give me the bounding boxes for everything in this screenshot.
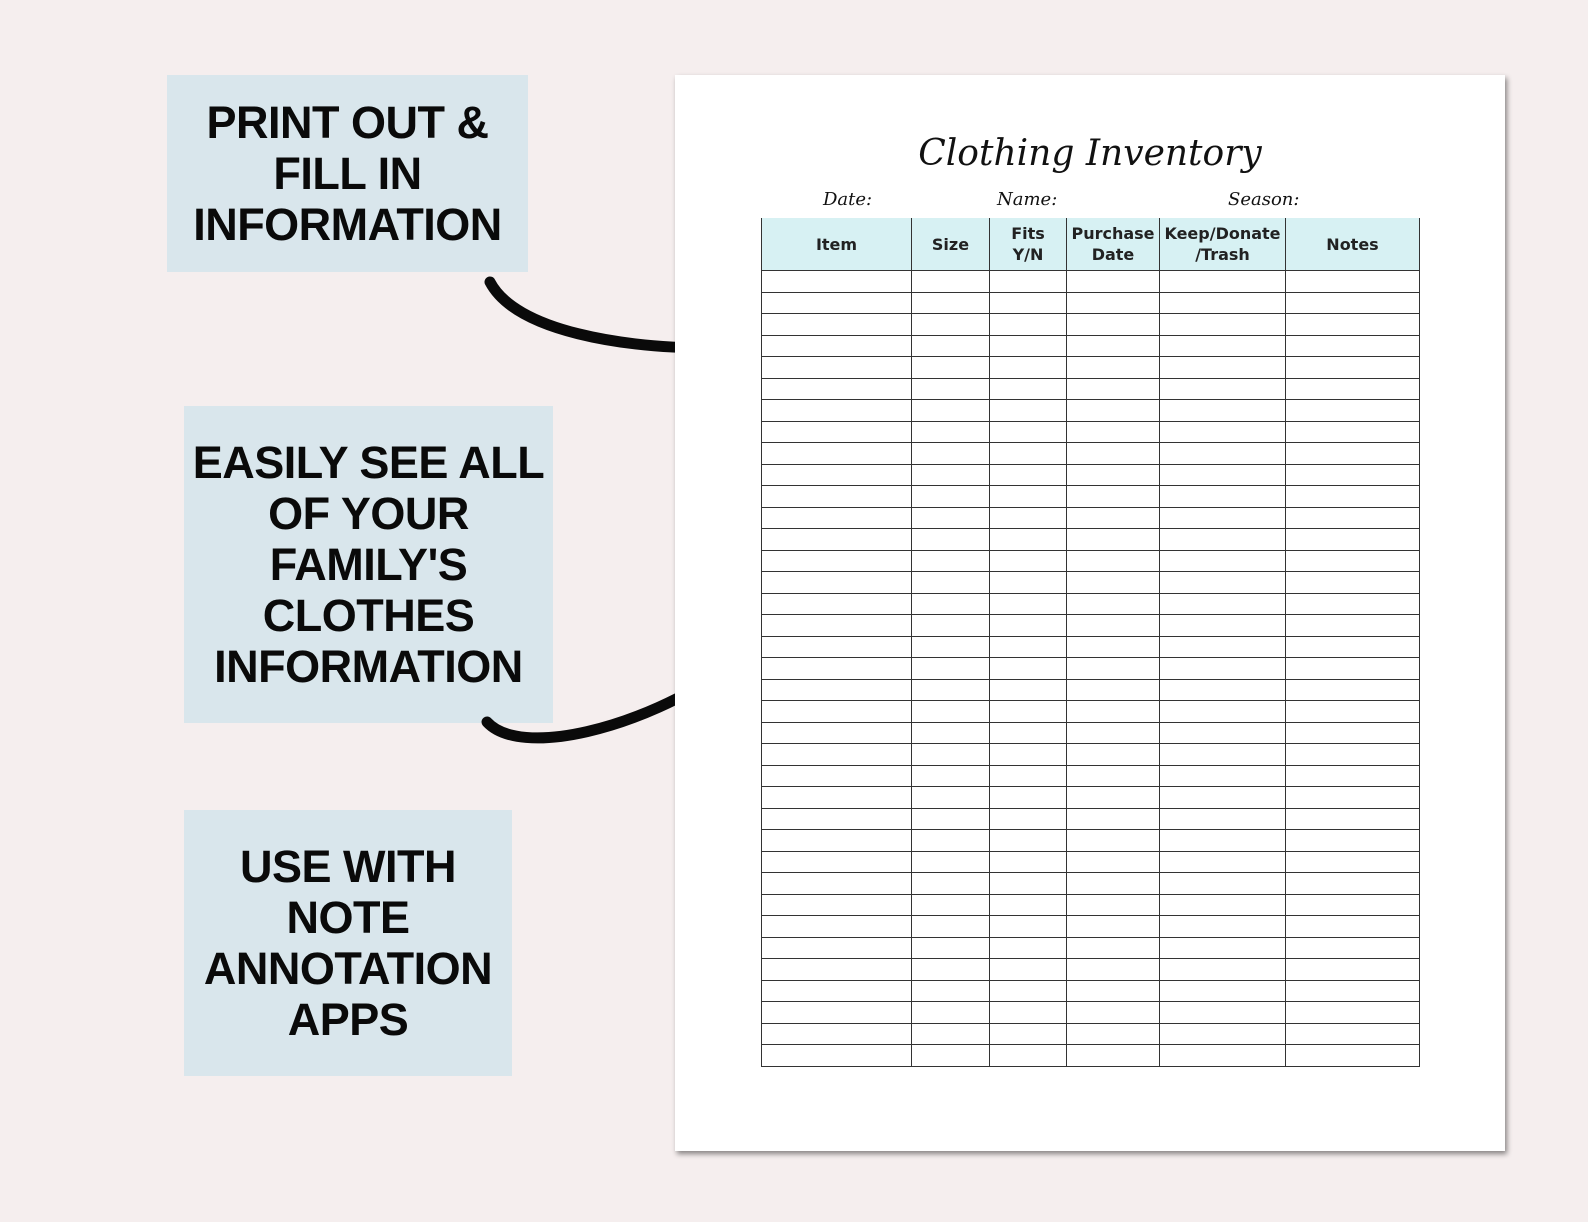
table-cell: [1067, 722, 1160, 744]
table-cell: [1286, 292, 1420, 314]
table-cell: [912, 808, 990, 830]
table-cell: [1286, 464, 1420, 486]
table-row: [762, 507, 1420, 529]
table-cell: [912, 636, 990, 658]
table-cell: [1160, 679, 1286, 701]
table-cell: [912, 679, 990, 701]
table-cell: [912, 658, 990, 680]
column-header-item: Item: [762, 218, 912, 271]
table-cell: [762, 400, 912, 422]
table-cell: [1160, 292, 1286, 314]
column-header-fits: Fits Y/N: [990, 218, 1067, 271]
table-cell: [990, 787, 1067, 809]
table-cell: [912, 916, 990, 938]
table-cell: [762, 421, 912, 443]
table-body: [762, 271, 1420, 1067]
callout-easily-see-text: EASILY SEE ALL OF YOUR FAMILY'S CLOTHES INFORMATION: [192, 437, 545, 692]
table-row: [762, 679, 1420, 701]
table-cell: [762, 464, 912, 486]
table-cell: [762, 1045, 912, 1067]
table-cell: [1067, 271, 1160, 293]
table-cell: [1286, 357, 1420, 379]
table-cell: [1067, 765, 1160, 787]
table-cell: [762, 830, 912, 852]
table-cell: [762, 507, 912, 529]
table-cell: [1160, 464, 1286, 486]
table-cell: [1160, 873, 1286, 895]
table-cell: [990, 400, 1067, 422]
table-cell: [1067, 636, 1160, 658]
table-cell: [912, 765, 990, 787]
table-cell: [1160, 1045, 1286, 1067]
table-cell: [1286, 314, 1420, 336]
table-cell: [990, 679, 1067, 701]
table-cell: [912, 701, 990, 723]
table-cell: [1160, 808, 1286, 830]
table-cell: [1067, 421, 1160, 443]
table-cell: [1067, 400, 1160, 422]
table-cell: [762, 765, 912, 787]
table-row: [762, 314, 1420, 336]
table-cell: [912, 335, 990, 357]
table-cell: [990, 464, 1067, 486]
table-cell: [1160, 744, 1286, 766]
table-cell: [990, 378, 1067, 400]
table-cell: [990, 808, 1067, 830]
table-cell: [1067, 464, 1160, 486]
table-cell: [1286, 1023, 1420, 1045]
table-cell: [990, 722, 1067, 744]
table-cell: [1286, 1045, 1420, 1067]
table-cell: [1160, 959, 1286, 981]
table-cell: [1286, 765, 1420, 787]
table-cell: [912, 615, 990, 637]
table-cell: [762, 486, 912, 508]
table-cell: [762, 658, 912, 680]
table-cell: [912, 400, 990, 422]
table-cell: [1286, 894, 1420, 916]
table-cell: [1067, 1045, 1160, 1067]
table-cell: [762, 959, 912, 981]
table-cell: [1067, 357, 1160, 379]
table-cell: [990, 1002, 1067, 1024]
table-row: [762, 357, 1420, 379]
table-cell: [1160, 314, 1286, 336]
callout-easily-see: [184, 406, 553, 723]
table-cell: [1067, 744, 1160, 766]
table-cell: [1286, 486, 1420, 508]
table-cell: [762, 722, 912, 744]
table-row: [762, 1002, 1420, 1024]
table-cell: [1160, 507, 1286, 529]
table-cell: [762, 378, 912, 400]
table-cell: [990, 636, 1067, 658]
table-cell: [1160, 916, 1286, 938]
table-row: [762, 808, 1420, 830]
table-cell: [1286, 937, 1420, 959]
table-cell: [1067, 335, 1160, 357]
table-cell: [1286, 593, 1420, 615]
callout-print-out: [167, 75, 528, 272]
table-cell: [912, 1045, 990, 1067]
table-cell: [1160, 787, 1286, 809]
table-cell: [1067, 1023, 1160, 1045]
table-cell: [990, 615, 1067, 637]
table-cell: [1067, 830, 1160, 852]
table-cell: [990, 529, 1067, 551]
table-row: [762, 658, 1420, 680]
table-row: [762, 529, 1420, 551]
table-cell: [1160, 593, 1286, 615]
table-row: [762, 765, 1420, 787]
table-cell: [1160, 636, 1286, 658]
table-cell: [762, 808, 912, 830]
table-cell: [990, 873, 1067, 895]
table-cell: [762, 1002, 912, 1024]
table-cell: [1286, 830, 1420, 852]
table-cell: [1160, 851, 1286, 873]
table-cell: [990, 357, 1067, 379]
table-cell: [1067, 851, 1160, 873]
inventory-table: [761, 218, 1420, 1067]
table-row: [762, 400, 1420, 422]
season-field-label: Season:: [1228, 189, 1300, 210]
table-cell: [1286, 787, 1420, 809]
table-cell: [762, 744, 912, 766]
table-cell: [1286, 550, 1420, 572]
table-cell: [1067, 808, 1160, 830]
table-cell: [1286, 529, 1420, 551]
table-cell: [912, 873, 990, 895]
table-cell: [990, 292, 1067, 314]
table-row: [762, 593, 1420, 615]
table-cell: [1067, 443, 1160, 465]
table-cell: [762, 443, 912, 465]
table-cell: [912, 572, 990, 594]
table-cell: [1160, 443, 1286, 465]
table-cell: [912, 937, 990, 959]
table-cell: [1160, 378, 1286, 400]
table-cell: [1286, 722, 1420, 744]
table-cell: [1286, 701, 1420, 723]
table-cell: [1286, 679, 1420, 701]
table-cell: [990, 335, 1067, 357]
table-cell: [990, 937, 1067, 959]
table-cell: [1160, 830, 1286, 852]
table-cell: [1067, 314, 1160, 336]
table-cell: [912, 357, 990, 379]
table-cell: [912, 550, 990, 572]
table-cell: [1286, 615, 1420, 637]
table-cell: [762, 916, 912, 938]
table-cell: [1160, 529, 1286, 551]
table-cell: [912, 507, 990, 529]
table-cell: [1067, 873, 1160, 895]
table-cell: [1286, 335, 1420, 357]
table-cell: [912, 593, 990, 615]
table-row: [762, 873, 1420, 895]
table-cell: [1286, 271, 1420, 293]
table-row: [762, 722, 1420, 744]
table-cell: [762, 894, 912, 916]
table-row: [762, 851, 1420, 873]
table-cell: [1286, 1002, 1420, 1024]
table-cell: [990, 593, 1067, 615]
table-cell: [762, 615, 912, 637]
table-cell: [1160, 722, 1286, 744]
table-cell: [1160, 550, 1286, 572]
table-cell: [912, 443, 990, 465]
table-cell: [1160, 701, 1286, 723]
table-row: [762, 980, 1420, 1002]
table-cell: [762, 529, 912, 551]
table-cell: [990, 851, 1067, 873]
table-row: [762, 443, 1420, 465]
table-cell: [1286, 959, 1420, 981]
table-cell: [912, 464, 990, 486]
table-cell: [1160, 1002, 1286, 1024]
table-cell: [990, 1045, 1067, 1067]
table-cell: [1160, 1023, 1286, 1045]
table-cell: [1160, 400, 1286, 422]
table-cell: [990, 443, 1067, 465]
column-header-size: Size: [912, 218, 990, 271]
table-row: [762, 421, 1420, 443]
table-cell: [990, 894, 1067, 916]
table-cell: [1067, 550, 1160, 572]
column-header-keep-donate-trash: Keep/Donate /Trash: [1160, 218, 1286, 271]
callout-note-apps: [184, 810, 512, 1076]
table-cell: [1160, 937, 1286, 959]
column-header-purchase-date: Purchase Date: [1067, 218, 1160, 271]
table-cell: [762, 679, 912, 701]
table-cell: [762, 292, 912, 314]
name-field-label: Name:: [997, 189, 1058, 210]
table-cell: [1067, 572, 1160, 594]
table-cell: [1286, 808, 1420, 830]
table-cell: [1160, 271, 1286, 293]
date-field-label: Date:: [823, 189, 873, 210]
callout-print-out-text: PRINT OUT & FILL IN INFORMATION: [193, 97, 502, 250]
table-cell: [1286, 421, 1420, 443]
table-cell: [912, 959, 990, 981]
table-cell: [1067, 916, 1160, 938]
column-header-notes: Notes: [1286, 218, 1420, 271]
table-row: [762, 636, 1420, 658]
sheet-title: Clothing Inventory: [918, 133, 1262, 174]
table-cell: [990, 314, 1067, 336]
table-cell: [1067, 507, 1160, 529]
table-cell: [1160, 658, 1286, 680]
table-cell: [990, 421, 1067, 443]
table-row: [762, 701, 1420, 723]
table-cell: [990, 701, 1067, 723]
table-row: [762, 1023, 1420, 1045]
table-row: [762, 894, 1420, 916]
table-cell: [912, 486, 990, 508]
table-row: [762, 271, 1420, 293]
table-row: [762, 464, 1420, 486]
table-cell: [1286, 916, 1420, 938]
table-cell: [762, 980, 912, 1002]
inventory-sheet: [675, 75, 1505, 1151]
table-cell: [1286, 744, 1420, 766]
table-cell: [912, 529, 990, 551]
table-cell: [990, 1023, 1067, 1045]
table-cell: [1286, 980, 1420, 1002]
table-row: [762, 787, 1420, 809]
table-row: [762, 378, 1420, 400]
table-cell: [1067, 593, 1160, 615]
table-cell: [762, 550, 912, 572]
table-cell: [1160, 615, 1286, 637]
table-cell: [1286, 572, 1420, 594]
table-row: [762, 830, 1420, 852]
table-cell: [990, 959, 1067, 981]
table-row: [762, 916, 1420, 938]
table-cell: [1286, 443, 1420, 465]
table-cell: [1160, 357, 1286, 379]
table-row: [762, 292, 1420, 314]
table-cell: [762, 787, 912, 809]
table-cell: [762, 636, 912, 658]
table-cell: [762, 335, 912, 357]
table-cell: [912, 894, 990, 916]
table-cell: [1160, 335, 1286, 357]
table-cell: [1286, 851, 1420, 873]
table-cell: [990, 744, 1067, 766]
table-cell: [762, 593, 912, 615]
table-cell: [912, 744, 990, 766]
table-cell: [1067, 529, 1160, 551]
table-cell: [990, 550, 1067, 572]
table-cell: [762, 701, 912, 723]
table-cell: [1067, 980, 1160, 1002]
table-row: [762, 744, 1420, 766]
table-cell: [1067, 679, 1160, 701]
table-cell: [1160, 421, 1286, 443]
table-cell: [762, 873, 912, 895]
table-cell: [912, 722, 990, 744]
table-cell: [912, 271, 990, 293]
table-row: [762, 959, 1420, 981]
table-header-row: [762, 218, 1420, 271]
table-cell: [1160, 980, 1286, 1002]
table-cell: [762, 937, 912, 959]
table-cell: [1067, 378, 1160, 400]
table-cell: [990, 507, 1067, 529]
table-cell: [990, 271, 1067, 293]
table-cell: [912, 421, 990, 443]
table-row: [762, 937, 1420, 959]
table-cell: [990, 916, 1067, 938]
table-cell: [912, 292, 990, 314]
table-row: [762, 615, 1420, 637]
table-cell: [1160, 765, 1286, 787]
table-cell: [1067, 894, 1160, 916]
table-cell: [990, 830, 1067, 852]
table-cell: [912, 314, 990, 336]
table-cell: [990, 765, 1067, 787]
table-cell: [912, 1023, 990, 1045]
table-cell: [912, 980, 990, 1002]
table-cell: [1160, 572, 1286, 594]
table-cell: [762, 271, 912, 293]
table-cell: [1286, 400, 1420, 422]
table-cell: [912, 1002, 990, 1024]
table-cell: [1067, 1002, 1160, 1024]
table-cell: [1160, 894, 1286, 916]
table-cell: [990, 486, 1067, 508]
table-cell: [1067, 615, 1160, 637]
table-cell: [990, 658, 1067, 680]
table-cell: [1286, 378, 1420, 400]
table-cell: [1067, 959, 1160, 981]
table-row: [762, 335, 1420, 357]
table-cell: [1067, 937, 1160, 959]
table-row: [762, 486, 1420, 508]
table-cell: [912, 851, 990, 873]
table-cell: [1067, 701, 1160, 723]
table-cell: [912, 378, 990, 400]
table-cell: [1067, 292, 1160, 314]
table-cell: [762, 1023, 912, 1045]
table-cell: [762, 357, 912, 379]
table-cell: [1160, 486, 1286, 508]
table-row: [762, 572, 1420, 594]
table-cell: [912, 830, 990, 852]
table-cell: [762, 851, 912, 873]
table-cell: [1067, 658, 1160, 680]
table-cell: [1286, 507, 1420, 529]
table-row: [762, 550, 1420, 572]
table-cell: [990, 572, 1067, 594]
callout-note-apps-text: USE WITH NOTE ANNOTATION APPS: [203, 841, 493, 1045]
table-cell: [1286, 658, 1420, 680]
table-cell: [1067, 486, 1160, 508]
table-cell: [1067, 787, 1160, 809]
table-cell: [762, 314, 912, 336]
table-row: [762, 1045, 1420, 1067]
table-cell: [912, 787, 990, 809]
table-cell: [1286, 873, 1420, 895]
table-cell: [762, 572, 912, 594]
table-cell: [1286, 636, 1420, 658]
table-cell: [990, 980, 1067, 1002]
